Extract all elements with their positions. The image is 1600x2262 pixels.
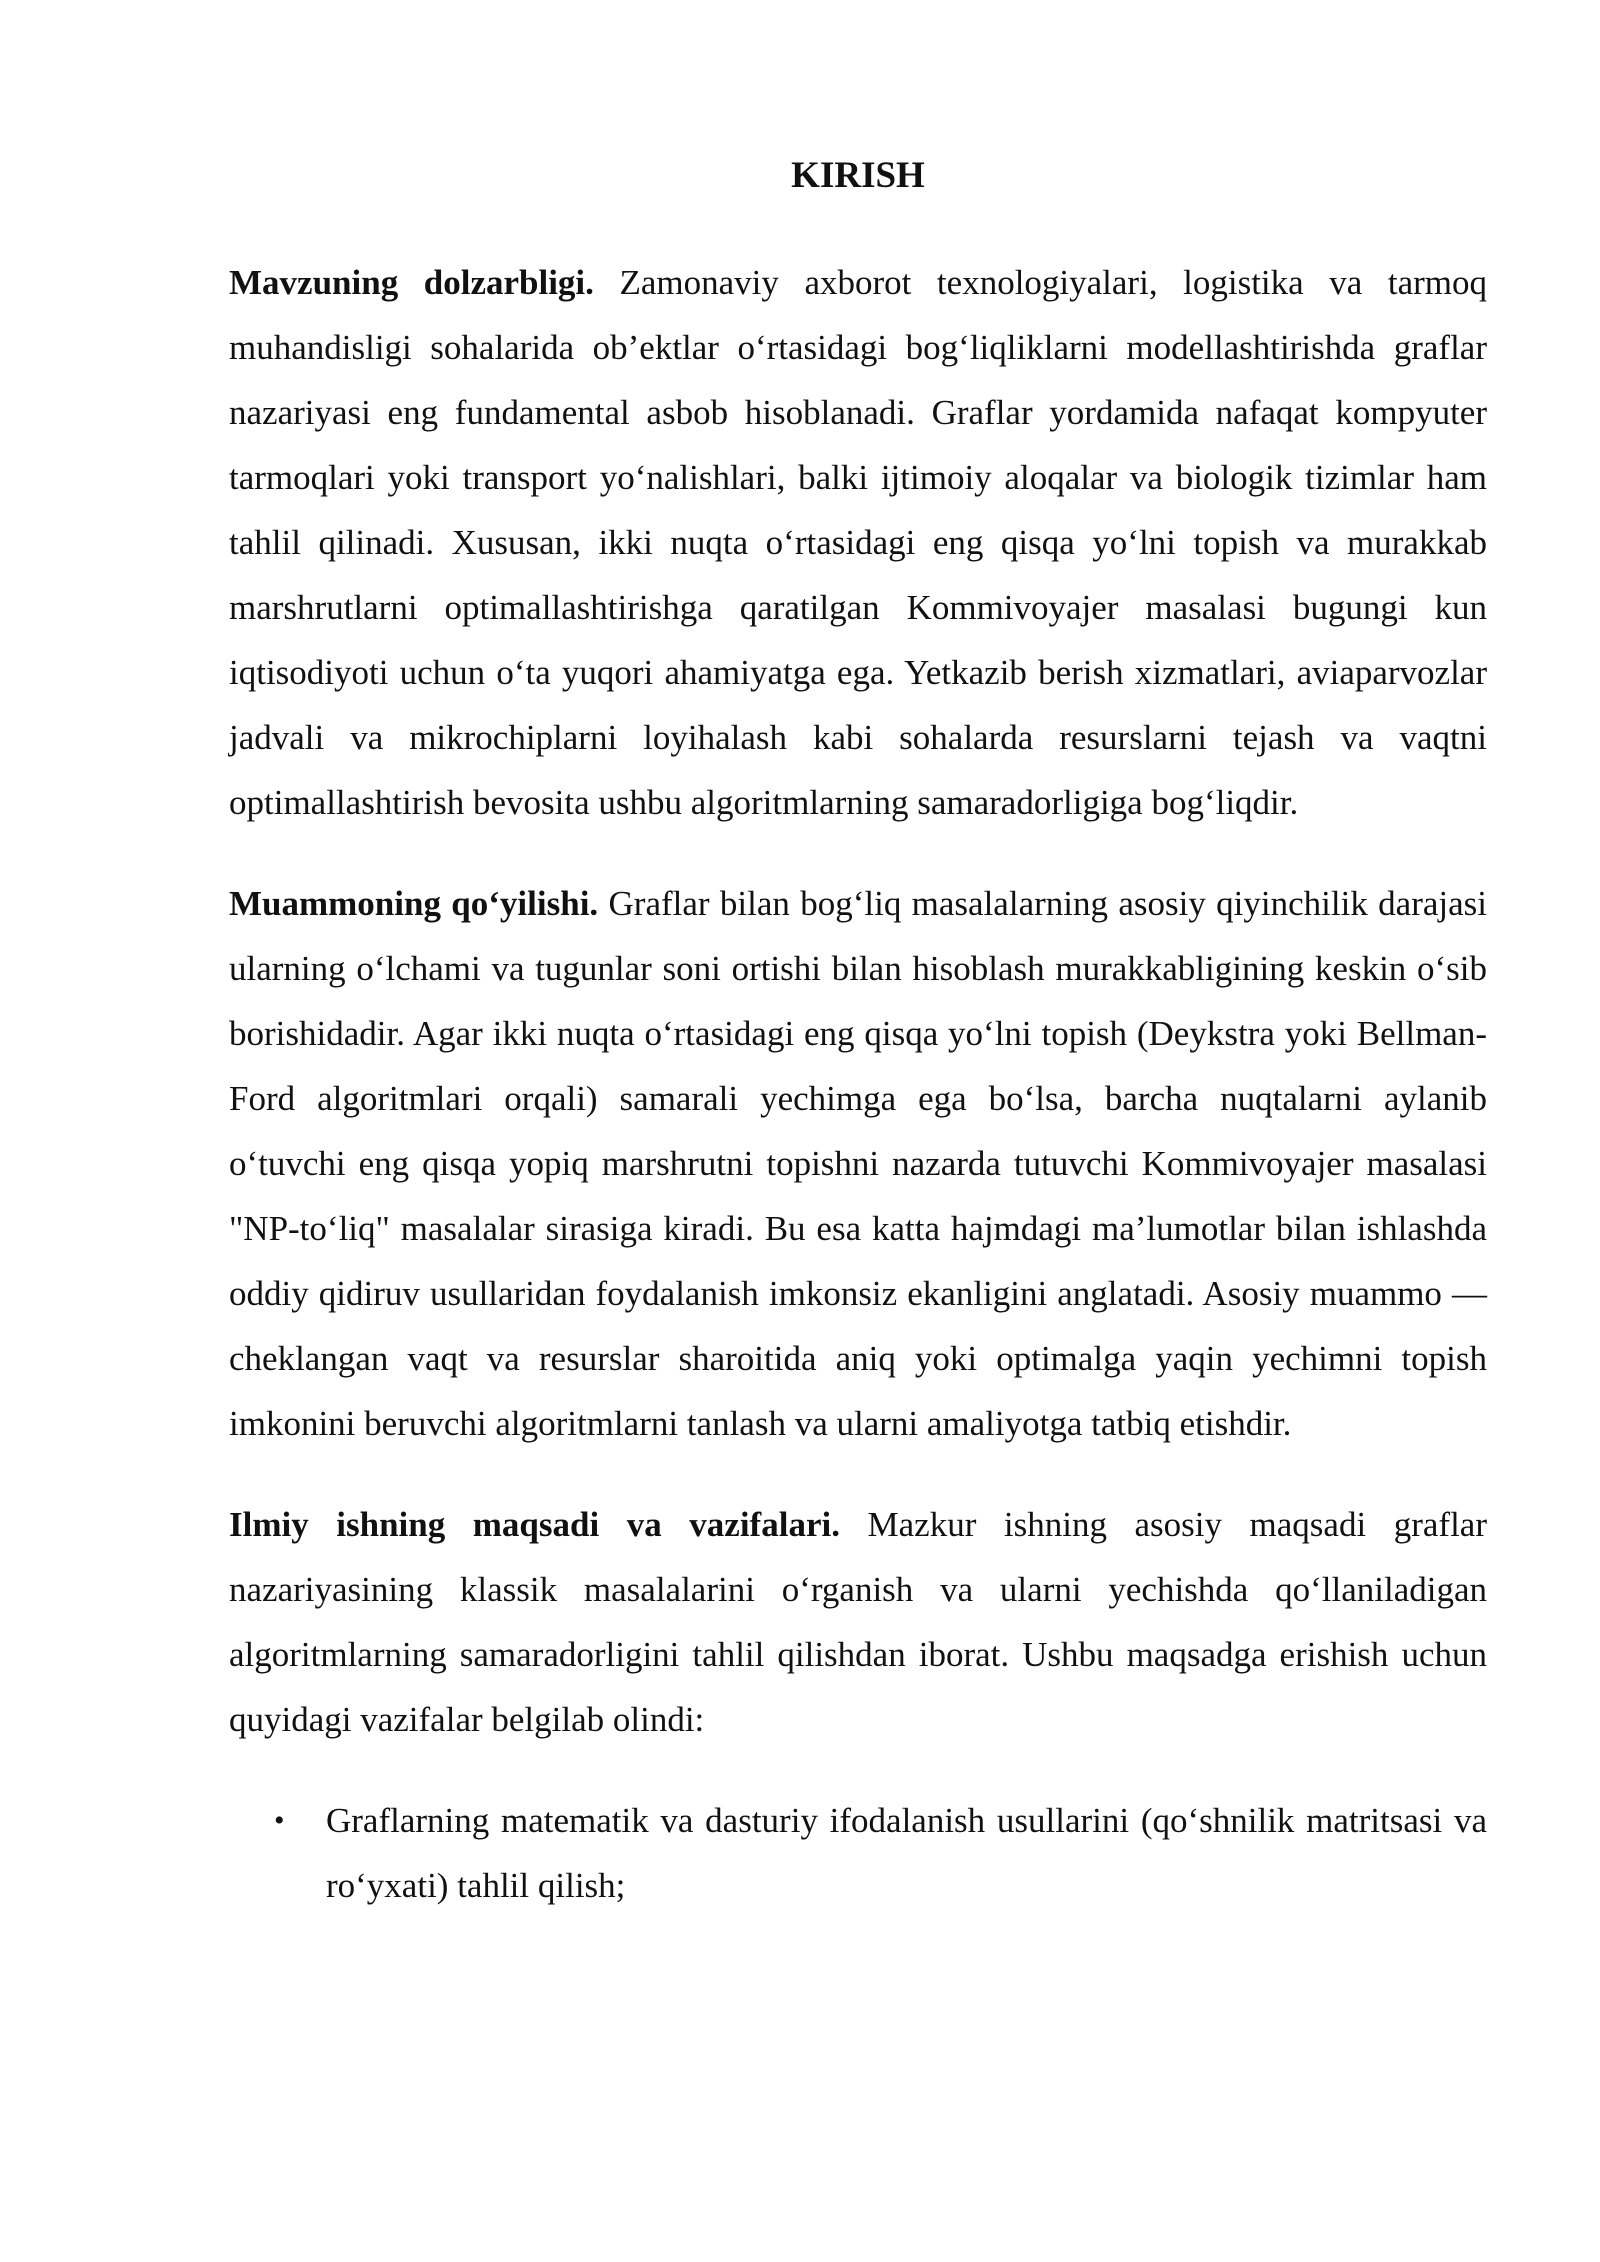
paragraph-lead: Ilmiy ishning maqsadi va vazifalari.	[229, 1505, 840, 1544]
task-list	[229, 1788, 1487, 1918]
document-page	[229, 148, 1487, 1918]
paragraph-problem-statement	[229, 871, 1487, 1456]
paragraph-lead: Muammoning qo‘yilishi.	[229, 884, 599, 923]
list-item	[229, 1788, 1487, 1918]
paragraph-relevance	[229, 250, 1487, 835]
paragraph-goals	[229, 1492, 1487, 1752]
bullet-icon: •	[274, 1804, 285, 1837]
section-title: KIRISH	[791, 155, 925, 196]
paragraph-lead: Mavzuning dolzarbligi.	[229, 263, 594, 302]
paragraph-text: Mazkur ishning asosiy maqsadi graflar nazariyasining klassik masalalarini o‘rganish va ularni yechishda qo‘llaniladigan algoritmlarning samaradorligini tahlil qilishdan iborat. Ushbu maqsadga erishish uchun quyidagi vazifalar belgilab olindi:	[229, 1505, 1487, 1739]
list-item-text: Graflarning matematik va dasturiy ifodalanish usullarini (qo‘shnilik matritsasi va ro‘yxati) tahlil qilish;	[326, 1801, 1487, 1905]
paragraph-text: Graflar bilan bog‘liq masalalarning asosiy qiyinchilik darajasi ularning o‘lchami va tugunlar soni ortishi bilan hisoblash murakkabligining keskin o‘sib borishidadir. Agar ikki nuqta o‘rtasidagi eng qisqa yo‘lni topish (Deykstra yoki Bellman-Ford algoritmlari orqali) samarali yechimga ega bo‘lsa, barcha nuqtalarni aylanib o‘tuvchi eng qisqa yopiq marshrutni topishni nazarda tutuvchi Kommivoyajer masalasi "NP-to‘liq" masalalar sirasiga kiradi. Bu esa katta hajmdagi ma’lumotlar bilan ishlashda oddiy qidiruv usullaridan foydalanish imkonsiz ekanligini anglatadi. Asosiy muammo — cheklangan vaqt va resurslar sharoitida aniq yoki optimalga yaqin yechimni topish imkonini beruvchi algoritmlarni tanlash va ularni amaliyotga tatbiq etishdir.	[229, 884, 1487, 1443]
paragraph-text: Zamonaviy axborot texnologiyalari, logistika va tarmoq muhandisligi sohalarida ob’ektlar o‘rtasidagi bog‘liqliklarni modellashtirishda graflar nazariyasi eng fundamental asbob hisoblanadi. Graflar yordamida nafaqat kompyuter tarmoqlari yoki transport yo‘nalishlari, balki ijtimoiy aloqalar va biologik tizimlar ham tahlil qilinadi. Xususan, ikki nuqta o‘rtasidagi eng qisqa yo‘lni topish va murakkab marshrutlarni optimallashtirishga qaratilgan Kommivoyajer masalasi bugungi kun iqtisodiyoti uchun o‘ta yuqori ahamiyatga ega. Yetkazib berish xizmatlari, aviaparvozlar jadvali va mikrochiplarni loyihalash kabi sohalarda resurslarni tejash va vaqtni optimallashtirish bevosita ushbu algoritmlarning samaradorligiga bog‘liqdir.	[229, 263, 1487, 822]
